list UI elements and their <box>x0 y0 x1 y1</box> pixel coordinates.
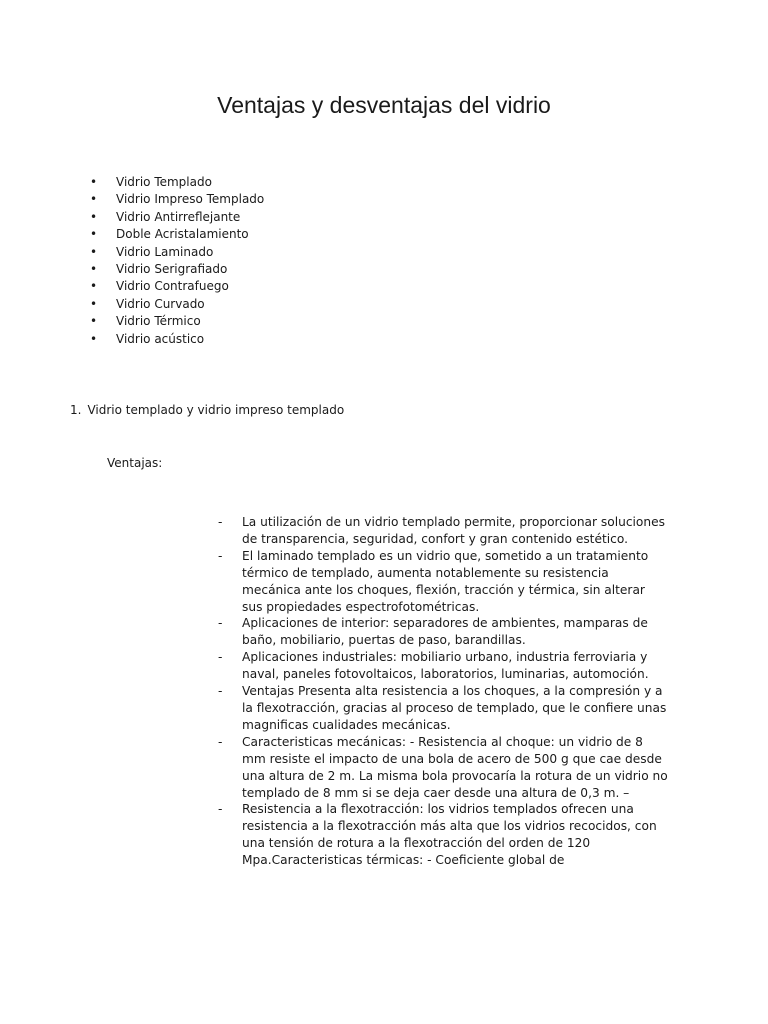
list-item-label: Vidrio Curvado <box>116 296 205 311</box>
list-item-label: Vidrio Templado <box>116 175 212 189</box>
list-item <box>90 261 264 278</box>
bullet-icon: • <box>90 314 98 329</box>
bullet-icon: • <box>90 227 98 242</box>
paragraph-text: Aplicaciones de interior: separadores de ambientes, mamparas de baño, mobiliario, puertas de paso, barandillas. <box>242 616 648 648</box>
section-heading <box>70 403 344 417</box>
paragraph-text: El laminado templado es un vidrio que, sometido a un tratamiento térmico de templado, aumenta notablemente su resistencia mecánica ante los choques, flexión, tracción y térmica, sin alterar sus propiedades espectrofotométricas. <box>242 548 649 614</box>
dash-icon: - <box>218 684 223 699</box>
dash-icon: - <box>218 802 223 817</box>
paragraph-text: Caracteristicas mecánicas: - Resistencia al choque: un vidrio de 8 mm resiste el impacto de una bola de acero de 500 g que cae desde una altura de 2 m. La misma bola provocaría la rotura de un vidrio no templado de 8 mm si se deja caer desde una altura de 0,3 m. – <box>242 734 668 800</box>
page-title: Ventajas y desventajas del vidrio <box>217 92 551 118</box>
list-item-label: Doble Acristalamiento <box>116 227 249 242</box>
bullet-icon: • <box>90 244 98 259</box>
list-item-label: Vidrio acústico <box>116 331 205 346</box>
bullet-icon: • <box>90 331 98 346</box>
section-heading-text: Vidrio templado y vidrio impreso templado <box>87 403 345 417</box>
paragraph-text: Resistencia a la flexotracción: los vidrios templados ofrecen una resistencia a la flexotracción más alta que los vidrios recocidos, con una tensión de rotura a la flexotracción del orden de 120 Mpa.Caracteristicas térmicas: - Coeficiente global de <box>242 802 657 868</box>
list-item-label: Vidrio Laminado <box>116 244 214 259</box>
list-item <box>218 801 668 869</box>
list-item <box>90 174 264 191</box>
bullet-icon: • <box>90 262 98 277</box>
list-item <box>90 331 264 348</box>
dash-icon: - <box>218 734 223 749</box>
dash-icon: - <box>218 616 223 631</box>
list-item <box>218 683 668 734</box>
dash-icon: - <box>218 515 223 529</box>
section-number: 1. <box>70 403 82 417</box>
list-item <box>90 244 264 261</box>
list-item-label: Vidrio Térmico <box>116 314 201 329</box>
list-item-label: Vidrio Impreso Templado <box>116 192 265 207</box>
list-item <box>90 313 264 330</box>
bullet-icon: • <box>90 279 98 294</box>
paragraph-text: Aplicaciones industriales: mobiliario urbano, industria ferroviaria y naval, paneles fotovoltaicos, laboratorios, luminarias, automoción. <box>242 650 649 682</box>
list-item <box>218 548 668 616</box>
list-item <box>218 514 668 548</box>
bullet-icon: • <box>90 175 98 189</box>
list-item <box>90 296 264 313</box>
bullet-icon: • <box>90 296 98 311</box>
paragraph-text: Ventajas Presenta alta resistencia a los choques, a la compresión y a la flexotracción, gracias al proceso de templado, que le confiere unas magnificas cualidades mecánicas. <box>242 684 667 732</box>
list-item <box>90 209 264 226</box>
list-item <box>218 615 668 649</box>
glass-types-list <box>90 174 264 348</box>
dash-icon: - <box>218 548 223 563</box>
list-item <box>218 649 668 683</box>
paragraph-text: La utilización de un vidrio templado permite, proporcionar soluciones de transparencia, seguridad, confort y gran contenido estético. <box>242 515 665 546</box>
advantages-heading: Ventajas: <box>107 456 163 470</box>
bullet-icon: • <box>90 209 98 224</box>
list-item-label: Vidrio Contrafuego <box>116 279 229 294</box>
list-item <box>90 226 264 243</box>
list-item <box>90 278 264 295</box>
list-item-label: Vidrio Antirreflejante <box>116 209 241 224</box>
bullet-icon: • <box>90 192 98 207</box>
list-item <box>90 191 264 208</box>
advantages-list <box>218 514 668 869</box>
list-item-label: Vidrio Serigrafiado <box>116 262 228 277</box>
list-item <box>218 734 668 802</box>
dash-icon: - <box>218 650 223 665</box>
